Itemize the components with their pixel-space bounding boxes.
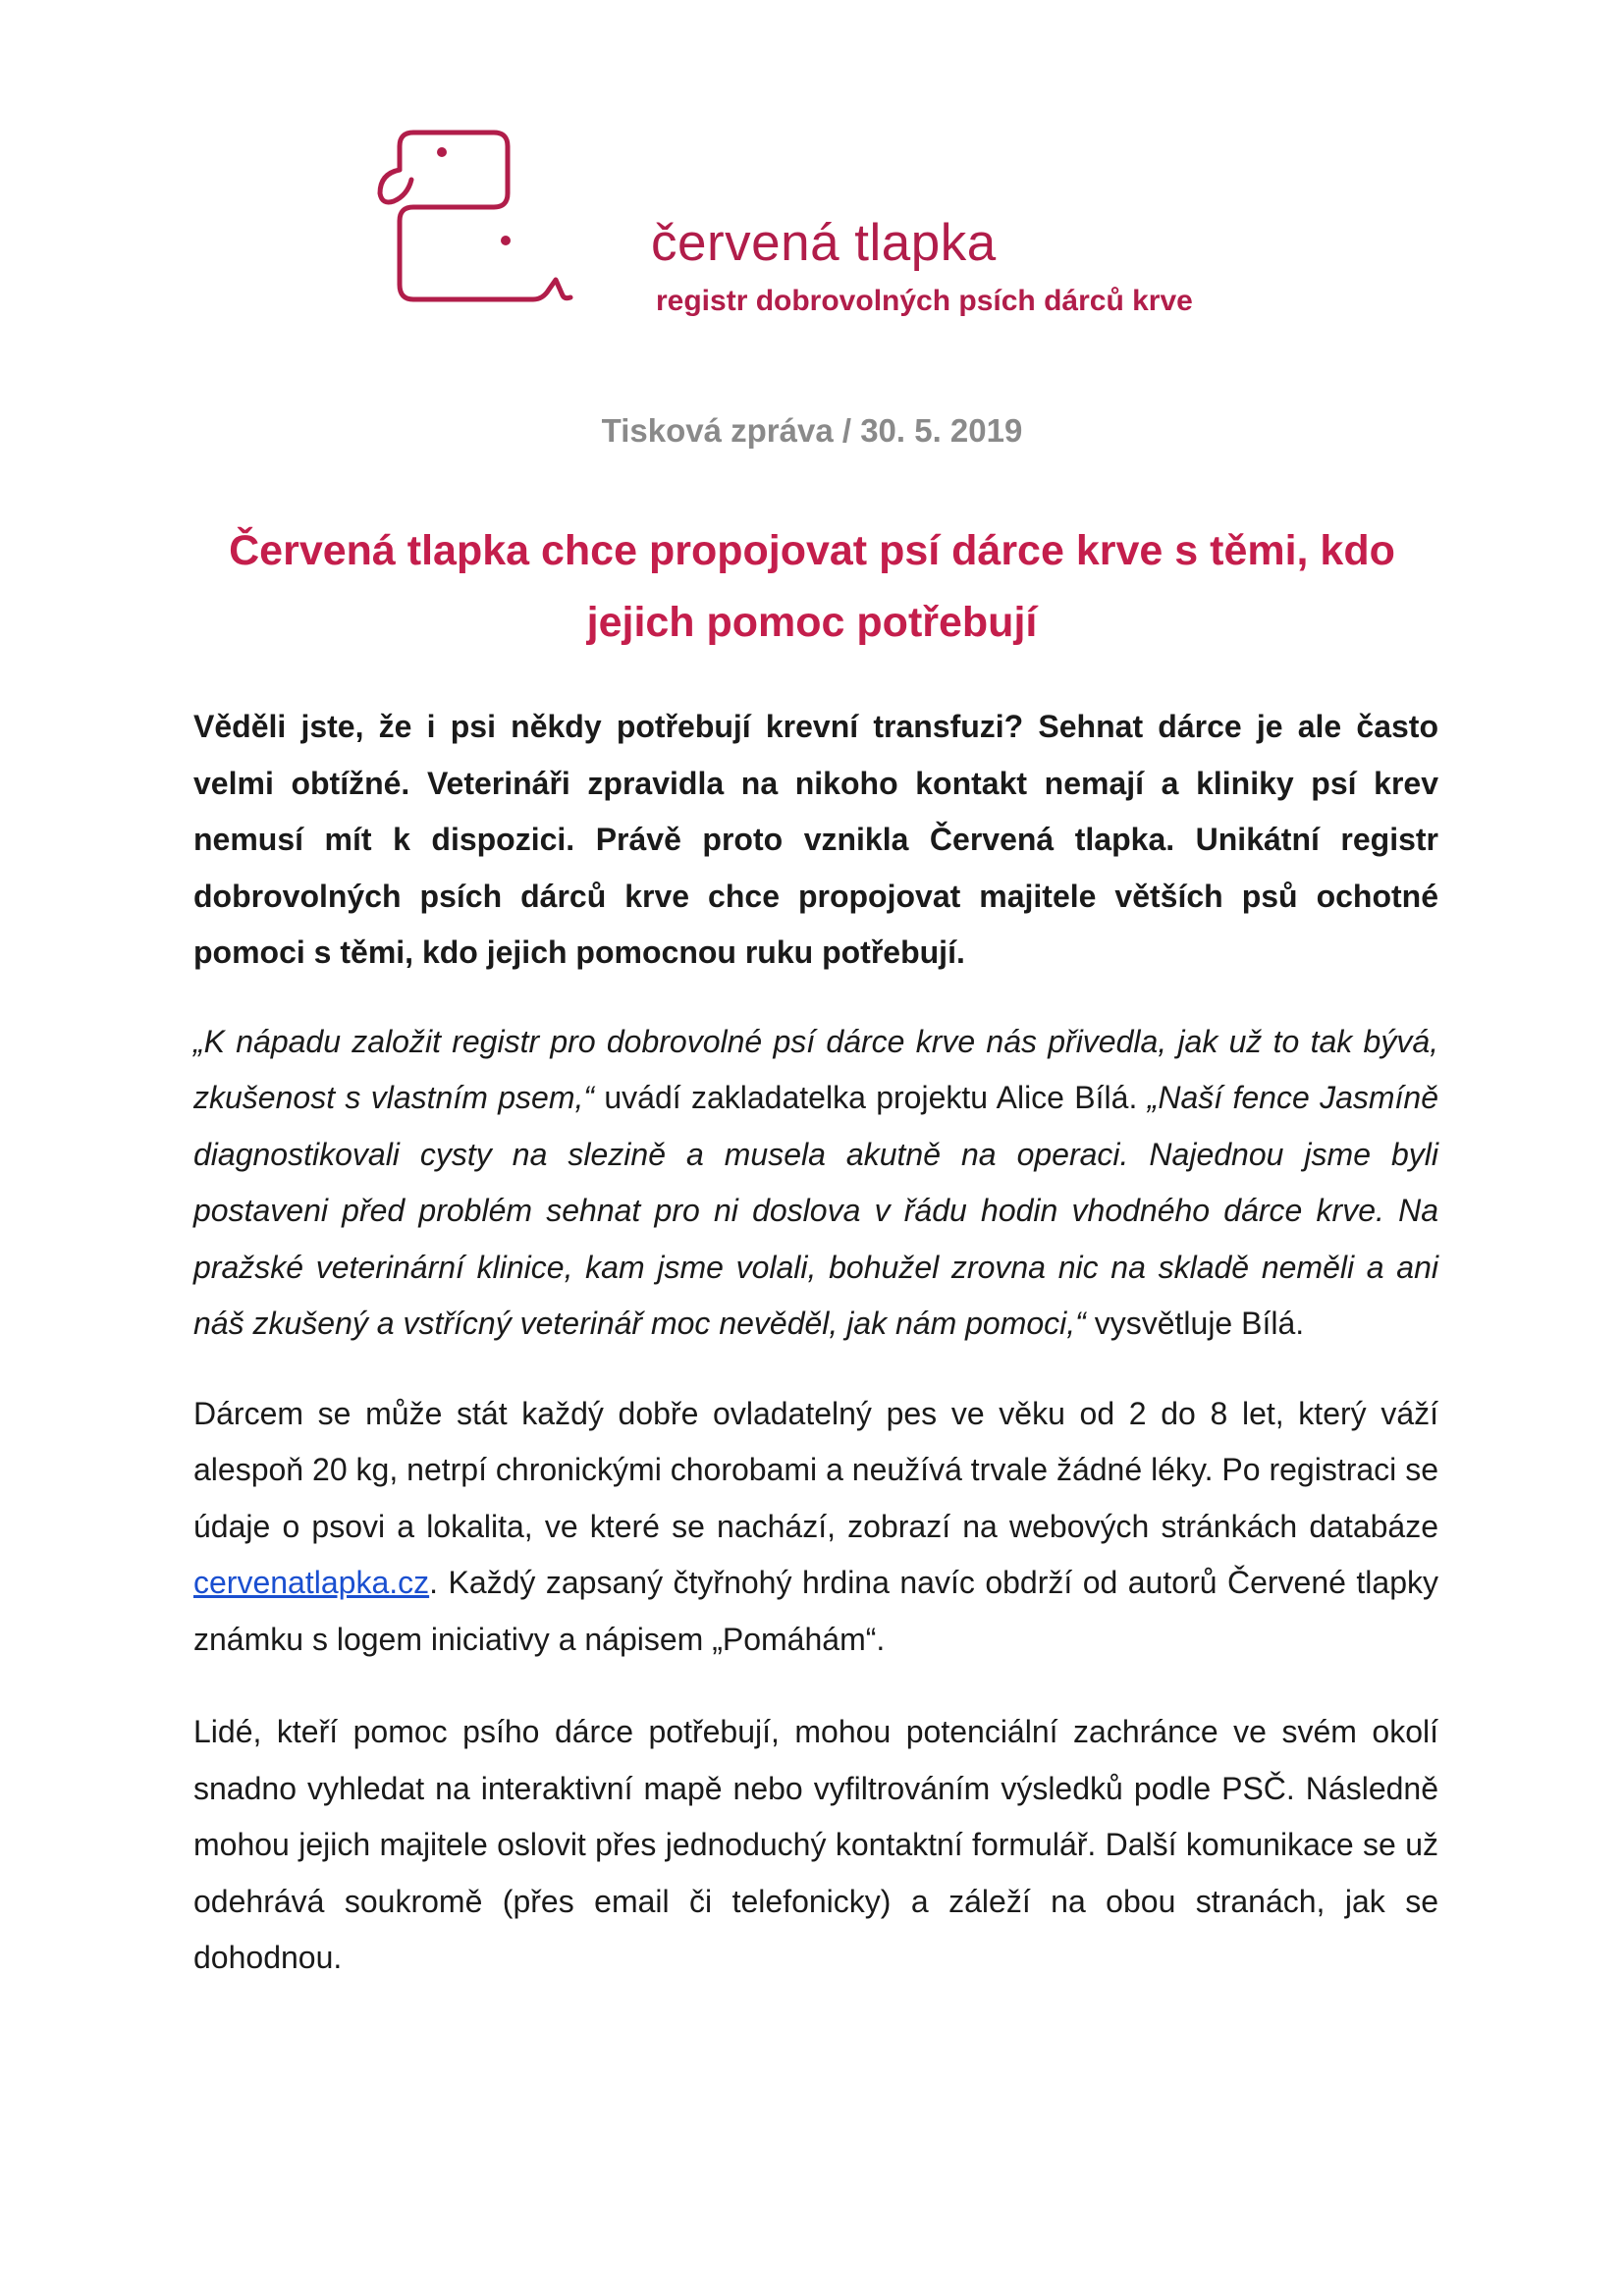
document-header <box>368 123 1252 319</box>
headline-line-1: Červená tlapka chce propojovat psí dárce krve s těmi, kdo <box>229 527 1395 574</box>
donor-text-before-link: Dárcem se může stát každý dobře ovladatelný pes ve věku od 2 do 8 let, který váží alespoň 20 kg, netrpí chronickými chorobami a neužívá trvale žádné léky. Po registraci se údaje o psovi a lokalita, ve které se nachází, zobrazí na webových stránkách databáze <box>193 1395 1438 1544</box>
article-body <box>193 699 1438 2023</box>
quote-paragraph <box>193 1014 1438 1353</box>
headline-line-2: jejich pomoc potřebují <box>586 599 1038 646</box>
brand-tagline: registr dobrovolných psích dárců krve <box>656 285 1193 317</box>
quote-attribution-1: uvádí zakladatelka projektu Alice Bílá. <box>594 1080 1148 1115</box>
press-release-dateline: Tisková zpráva / 30. 5. 2019 <box>601 412 1023 449</box>
lead-paragraph: Věděli jste, že i psi někdy potřebují krevní transfuzi? Sehnat dárce je ale často velmi obtížné. Veterináři zpravidla na nikoho kontakt nemají a kliniky psí krev nemusí mít k dispozici. Právě proto vznikla Červená tlapka. Unikátní registr dobrovolných psích dárců krve chce propojovat majitele větších psů ochotné pomoci s těmi, kdo jejich pomocnou ruku potřebují. <box>193 709 1438 970</box>
quote-attribution-2: vysvětluje Bílá. <box>1085 1306 1305 1341</box>
donor-text-after-link: . Každý zapsaný čtyřnohý hrdina navíc obdrží od autorů Červené tlapky známku s logem iniciativy a nápisem „Pomáhám“. <box>193 1565 1438 1657</box>
headline <box>177 515 1447 659</box>
quote-part-1: „K nápadu založit registr pro dobrovolné psí dárce krve nás přivedla, jak už to tak bývá, zkušenost s vlastním psem,“ <box>193 1023 1438 1115</box>
quote-part-2: „Naší fence Jasmíně diagnostikovali cysty na slezině a musela akutně na operaci. Najednou jsme byli postaveni před problém sehnat pro ni doslova v řádu hodin vhodného dárce krve. Na pražské veterinární klinice, kam jsme volali, bohužel zrovna nic na skladě neměli a ani náš zkušený a vstřícný veterinář moc nevěděl, jak nám pomoci,“ <box>193 1080 1439 1341</box>
donor-paragraph <box>193 1386 1438 1669</box>
website-link[interactable]: cervenatlapka.cz <box>193 1565 430 1600</box>
brand-name: červená tlapka <box>651 214 997 272</box>
dog-outline-logo-icon <box>368 123 589 319</box>
search-paragraph: Lidé, kteří pomoc psího dárce potřebují, mohou potenciální zachránce ve svém okolí snadno vyhledat na interaktivní mapě nebo vyfiltrováním výsledků podle PSČ. Následně mohou jejich majitele oslovit přes jednoduchý kontaktní formulář. Další komunikace se už odehrává soukromě (přes email či telefonicky) a záleží na obou stranách, jak se dohodnou. <box>193 1714 1438 1975</box>
